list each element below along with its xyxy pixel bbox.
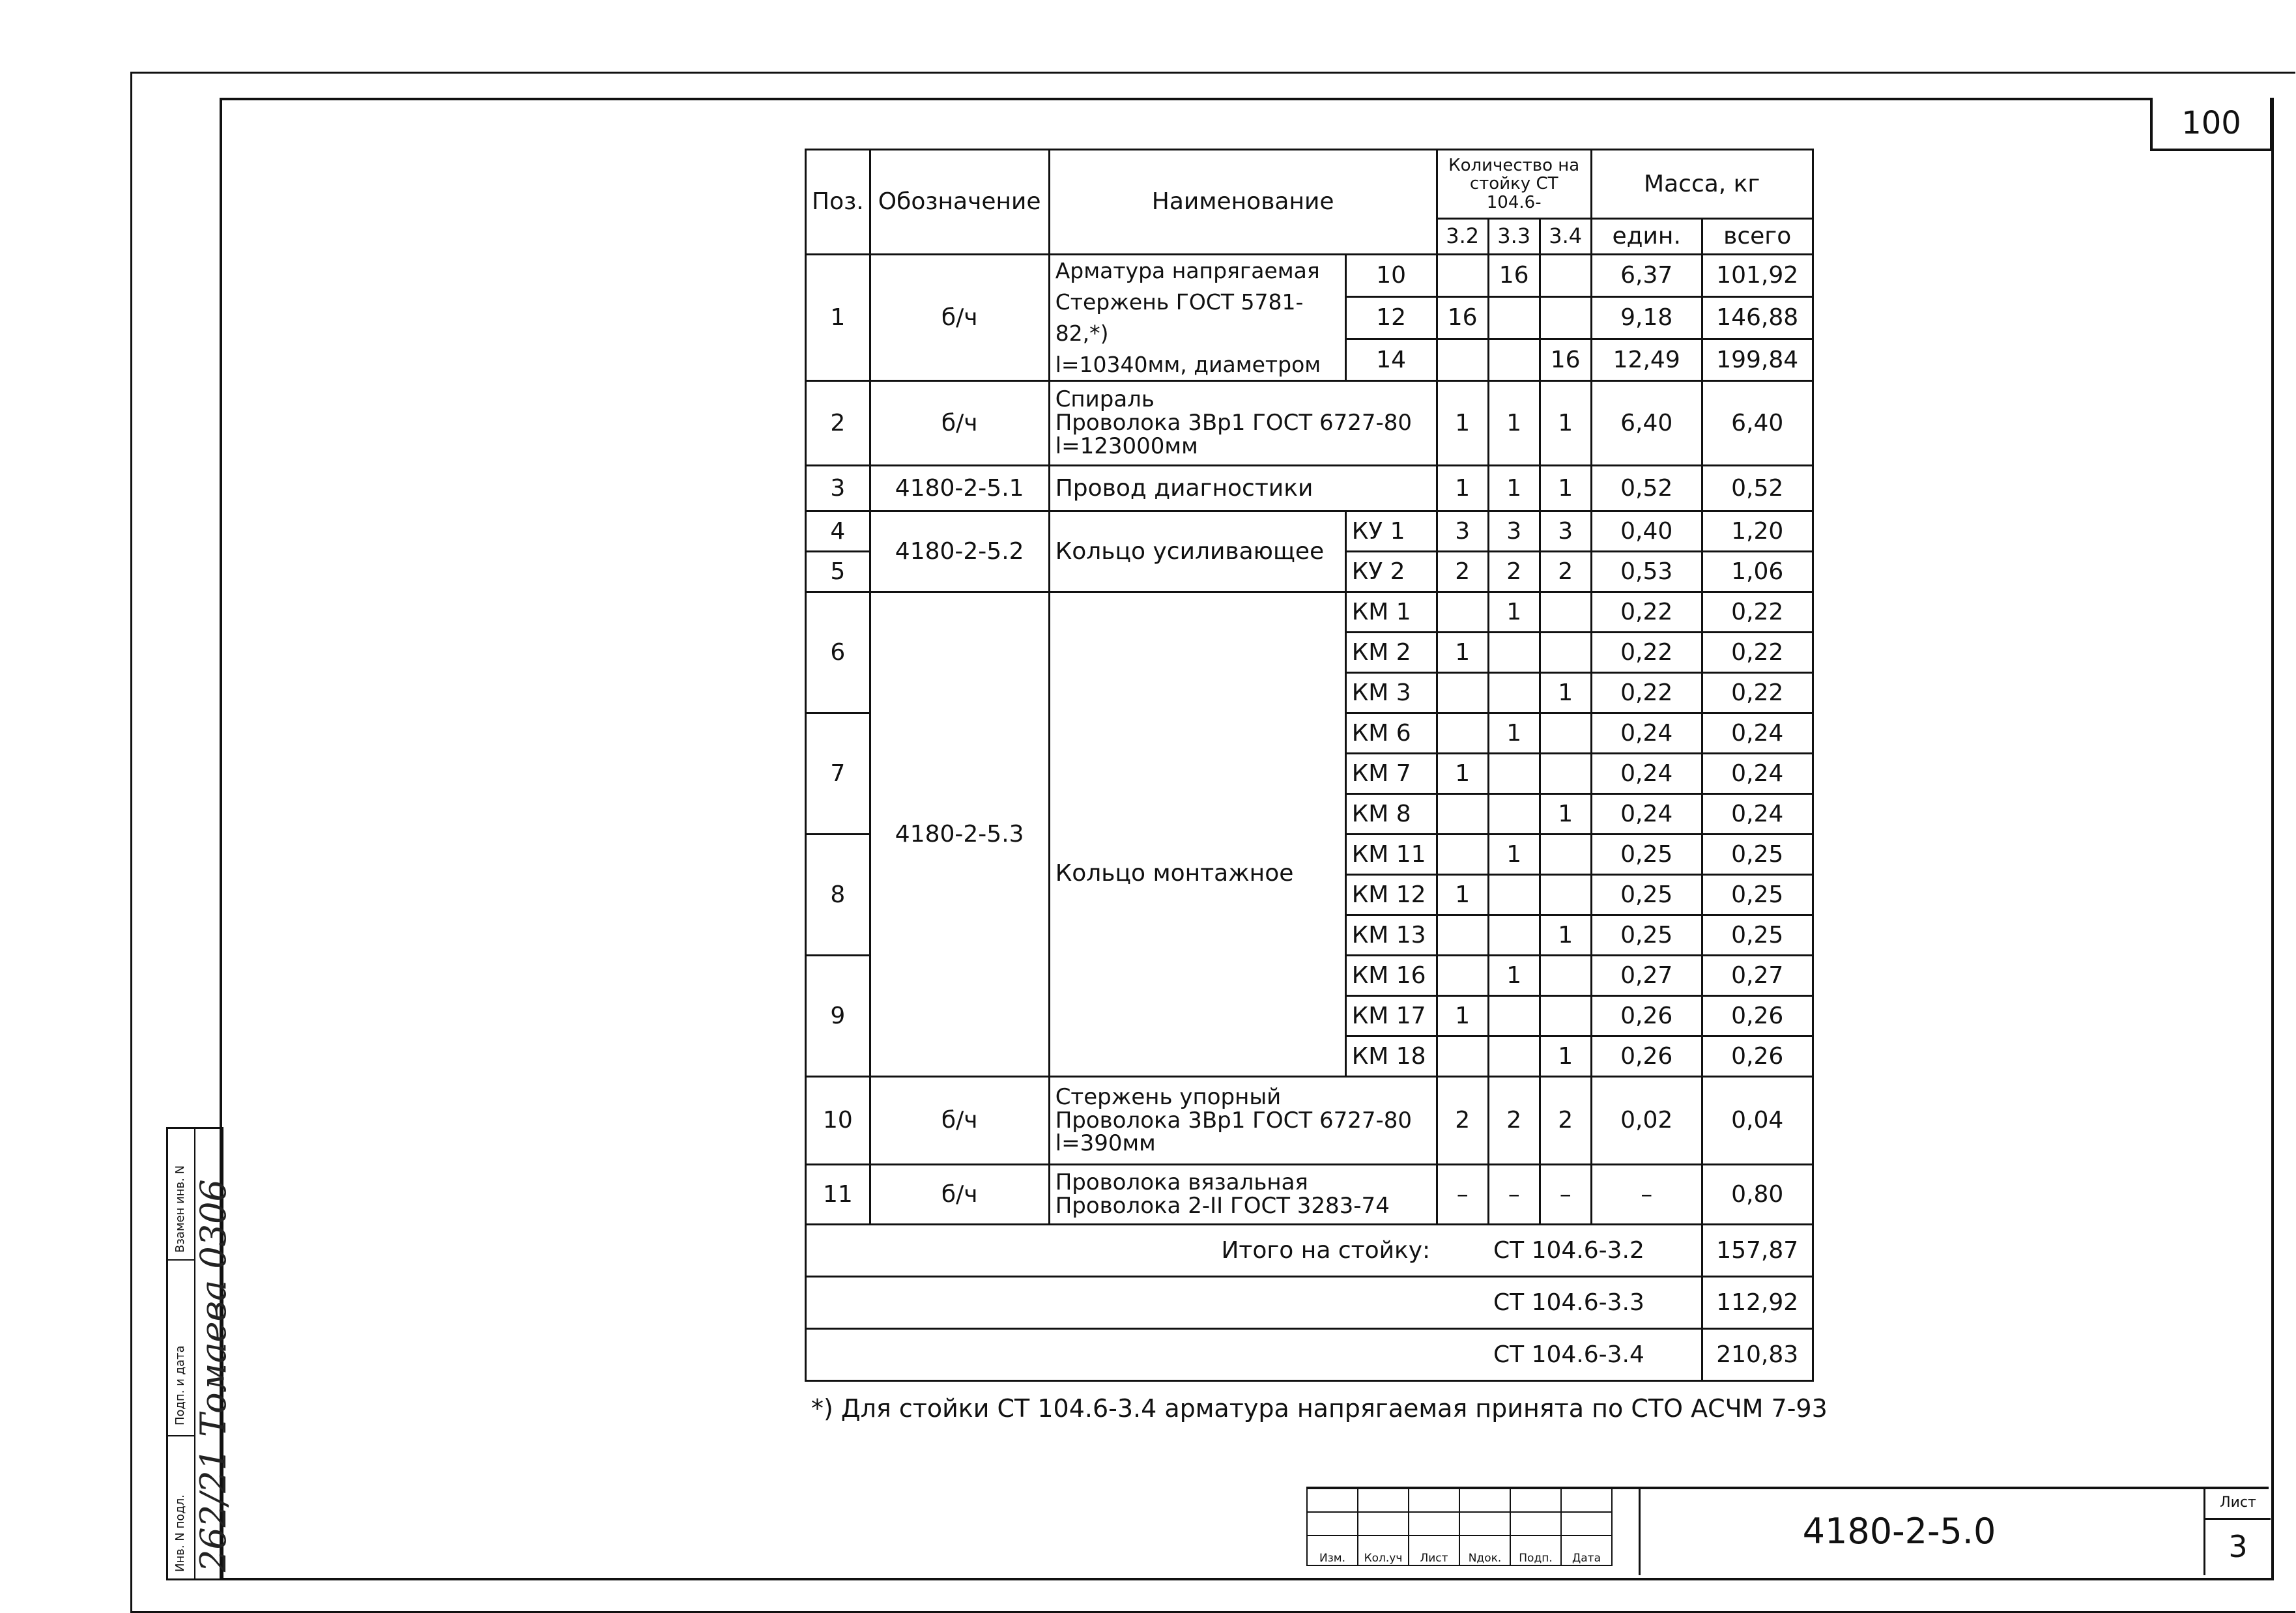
cell-designation: б/ч bbox=[870, 1077, 1049, 1165]
cell-diameter: 12 bbox=[1345, 296, 1437, 339]
cell-diameter: 10 bbox=[1345, 255, 1437, 297]
cell-qty-3-2 bbox=[1437, 794, 1488, 835]
cell-mass-total: 6,40 bbox=[1702, 381, 1813, 466]
stamp-label-date: Дата bbox=[1561, 1535, 1612, 1565]
stamp-label-sign: Подп. bbox=[1510, 1535, 1561, 1565]
cell-qty-3-3 bbox=[1488, 996, 1540, 1036]
cell-qty-3-3 bbox=[1488, 754, 1540, 794]
cell-mass-total: 0,25 bbox=[1702, 835, 1813, 875]
cell-qty-3-3 bbox=[1488, 339, 1540, 381]
cell-mark: КМ 12 bbox=[1345, 875, 1437, 915]
cell-qty-3-2 bbox=[1437, 592, 1488, 633]
cell-qty-3-3: 1 bbox=[1488, 592, 1540, 633]
cell-mark: КМ 2 bbox=[1345, 633, 1437, 673]
cell-mass-unit: 0,52 bbox=[1591, 466, 1702, 511]
cell-mass-total: 0,04 bbox=[1702, 1077, 1813, 1165]
cell-mass-total: 0,22 bbox=[1702, 633, 1813, 673]
totals-product: СТ 104.6-3.3 bbox=[1437, 1277, 1702, 1329]
cell-mass-unit: 0,25 bbox=[1591, 835, 1702, 875]
header-pos: Поз. bbox=[806, 150, 870, 255]
cell-qty-3-3: – bbox=[1488, 1165, 1540, 1225]
cell-qty-3-2 bbox=[1437, 956, 1488, 996]
cell-name: Кольцо усиливающее bbox=[1049, 511, 1345, 592]
cell-mass-unit: 0,22 bbox=[1591, 673, 1702, 713]
cell-name: Провод диагностики bbox=[1049, 466, 1437, 511]
cell-mass-total: 0,80 bbox=[1702, 1165, 1813, 1225]
cell-qty-3-2: 1 bbox=[1437, 466, 1488, 511]
cell-designation: 4180-2-5.1 bbox=[870, 466, 1049, 511]
cell-pos: 8 bbox=[806, 835, 870, 956]
cell-qty-3-2: 1 bbox=[1437, 996, 1488, 1036]
cell-qty-3-2: 1 bbox=[1437, 381, 1488, 466]
cell-qty-3-3 bbox=[1488, 794, 1540, 835]
cell-qty-3-3 bbox=[1488, 633, 1540, 673]
header-name: Наименование bbox=[1049, 150, 1437, 255]
cell-mass-total: 0,25 bbox=[1702, 875, 1813, 915]
cell-qty-3-2 bbox=[1437, 713, 1488, 754]
cell-mass-total: 0,24 bbox=[1702, 713, 1813, 754]
cell-mark: КМ 18 bbox=[1345, 1036, 1437, 1077]
cell-qty-3-2: 1 bbox=[1437, 633, 1488, 673]
cell-qty-3-4: 1 bbox=[1540, 673, 1591, 713]
sheet-number: 100 bbox=[2150, 98, 2273, 151]
totals-product: СТ 104.6-3.4 bbox=[1437, 1329, 1702, 1381]
cell-mass-total: 0,26 bbox=[1702, 1036, 1813, 1077]
cell-qty-3-3 bbox=[1488, 875, 1540, 915]
cell-name: Арматура напрягаемая Стержень ГОСТ 5781-82,*) l=10340мм, диаметром bbox=[1049, 255, 1345, 381]
cell-qty-3-4 bbox=[1540, 592, 1591, 633]
header-quantity: Количество на стойку СТ 104.6- bbox=[1437, 150, 1591, 219]
cell-mass-total: 0,52 bbox=[1702, 466, 1813, 511]
cell-qty-3-2: 1 bbox=[1437, 875, 1488, 915]
cell-qty-3-2 bbox=[1437, 255, 1488, 297]
cell-qty-3-3 bbox=[1488, 673, 1540, 713]
cell-qty-3-4 bbox=[1540, 875, 1591, 915]
cell-qty-3-4: 1 bbox=[1540, 915, 1591, 956]
strip-handwritten-note: 262/21 Томаева 0306 bbox=[193, 1179, 234, 1572]
cell-qty-3-2: – bbox=[1437, 1165, 1488, 1225]
totals-value: 112,92 bbox=[1702, 1277, 1813, 1329]
stamp-label-count: Кол.уч bbox=[1358, 1535, 1409, 1565]
stamp-label-sheet: Лист bbox=[1409, 1535, 1459, 1565]
cell-mass-unit: 0,24 bbox=[1591, 713, 1702, 754]
document-code: 4180-2-5.0 bbox=[1802, 1510, 1996, 1552]
cell-mass-unit: 12,49 bbox=[1591, 339, 1702, 381]
cell-qty-3-2 bbox=[1437, 339, 1488, 381]
cell-qty-3-3 bbox=[1488, 915, 1540, 956]
cell-qty-3-4 bbox=[1540, 633, 1591, 673]
totals-row bbox=[806, 1277, 1813, 1329]
cell-qty-3-4 bbox=[1540, 255, 1591, 297]
cell-mark: КМ 3 bbox=[1345, 673, 1437, 713]
cell-mass-total: 0,25 bbox=[1702, 915, 1813, 956]
cell-mass-unit: 0,40 bbox=[1591, 511, 1702, 552]
cell-pos: 5 bbox=[806, 552, 870, 592]
cell-qty-3-4 bbox=[1540, 996, 1591, 1036]
cell-mass-unit: 6,37 bbox=[1591, 255, 1702, 297]
cell-mass-total: 1,06 bbox=[1702, 552, 1813, 592]
cell-qty-3-4: 1 bbox=[1540, 794, 1591, 835]
cell-mass-total: 0,22 bbox=[1702, 673, 1813, 713]
cell-mass-total: 0,27 bbox=[1702, 956, 1813, 996]
stamp-sheet-value: 3 bbox=[2228, 1529, 2248, 1564]
cell-mark: КМ 17 bbox=[1345, 996, 1437, 1036]
binding-strip bbox=[166, 1127, 234, 1580]
cell-mass-unit: 0,27 bbox=[1591, 956, 1702, 996]
stamp-sheet-label: Лист bbox=[2205, 1488, 2271, 1520]
cell-mass-unit: 0,26 bbox=[1591, 1036, 1702, 1077]
cell-qty-3-4: 2 bbox=[1540, 1077, 1591, 1165]
cell-qty-3-4: – bbox=[1540, 1165, 1591, 1225]
cell-mass-unit: 6,40 bbox=[1591, 381, 1702, 466]
cell-qty-3-2 bbox=[1437, 915, 1488, 956]
cell-name: Спираль Проволока 3Вр1 ГОСТ 6727-80 l=123000мм bbox=[1049, 381, 1437, 466]
cell-mark: КМ 8 bbox=[1345, 794, 1437, 835]
cell-qty-3-4: 16 bbox=[1540, 339, 1591, 381]
totals-label: Итого на стойку: bbox=[806, 1225, 1437, 1277]
cell-qty-3-3: 1 bbox=[1488, 835, 1540, 875]
cell-qty-3-4 bbox=[1540, 296, 1591, 339]
cell-qty-3-3: 1 bbox=[1488, 713, 1540, 754]
table-header-row bbox=[806, 150, 1813, 219]
cell-mass-unit: 0,02 bbox=[1591, 1077, 1702, 1165]
cell-designation: б/ч bbox=[870, 255, 1049, 381]
cell-mark: КМ 16 bbox=[1345, 956, 1437, 996]
cell-mark: КМ 11 bbox=[1345, 835, 1437, 875]
header-mass: Масса, кг bbox=[1591, 150, 1813, 219]
cell-qty-3-4: 1 bbox=[1540, 466, 1591, 511]
cell-qty-3-2 bbox=[1437, 1036, 1488, 1077]
table-row bbox=[806, 1077, 1813, 1165]
table-row bbox=[806, 592, 1813, 633]
cell-mass-unit: 0,25 bbox=[1591, 915, 1702, 956]
cell-mark: КМ 7 bbox=[1345, 754, 1437, 794]
stamp-label-doc: Nдок. bbox=[1459, 1535, 1510, 1565]
cell-pos: 4 bbox=[806, 511, 870, 552]
table-row bbox=[806, 381, 1813, 466]
totals-value: 157,87 bbox=[1702, 1225, 1813, 1277]
cell-qty-3-2: 3 bbox=[1437, 511, 1488, 552]
stamp-sheet-box bbox=[2203, 1488, 2271, 1575]
cell-qty-3-2: 1 bbox=[1437, 754, 1488, 794]
cell-qty-3-3: 2 bbox=[1488, 552, 1540, 592]
cell-pos: 9 bbox=[806, 956, 870, 1077]
cell-mass-total: 199,84 bbox=[1702, 339, 1813, 381]
cell-qty-3-2 bbox=[1437, 835, 1488, 875]
cell-pos: 2 bbox=[806, 381, 870, 466]
cell-qty-3-3: 3 bbox=[1488, 511, 1540, 552]
cell-qty-3-4 bbox=[1540, 956, 1591, 996]
cell-qty-3-4 bbox=[1540, 713, 1591, 754]
cell-qty-3-4 bbox=[1540, 835, 1591, 875]
header-mass-unit: един. bbox=[1591, 219, 1702, 255]
cell-pos: 7 bbox=[806, 713, 870, 835]
cell-name: Кольцо монтажное bbox=[1049, 592, 1345, 1077]
cell-designation: 4180-2-5.2 bbox=[870, 511, 1049, 592]
cell-qty-3-3 bbox=[1488, 1036, 1540, 1077]
cell-mass-total: 1,20 bbox=[1702, 511, 1813, 552]
cell-pos: 1 bbox=[806, 255, 870, 381]
strip-label-signature: Подп. и дата bbox=[173, 1345, 187, 1425]
cell-pos: 11 bbox=[806, 1165, 870, 1225]
cell-designation: б/ч bbox=[870, 381, 1049, 466]
cell-pos: 10 bbox=[806, 1077, 870, 1165]
table-row bbox=[806, 255, 1813, 297]
cell-designation: 4180-2-5.3 bbox=[870, 592, 1049, 1077]
cell-diameter: 14 bbox=[1345, 339, 1437, 381]
cell-qty-3-4: 1 bbox=[1540, 1036, 1591, 1077]
stamp-revision-grid bbox=[1306, 1488, 1613, 1566]
cell-qty-3-4 bbox=[1540, 754, 1591, 794]
cell-mass-total: 0,24 bbox=[1702, 754, 1813, 794]
cell-qty-3-2: 2 bbox=[1437, 552, 1488, 592]
cell-qty-3-4: 3 bbox=[1540, 511, 1591, 552]
cell-mass-unit: 0,24 bbox=[1591, 754, 1702, 794]
cell-name: Стержень упорный Проволока 3Вр1 ГОСТ 6727-80 l=390мм bbox=[1049, 1077, 1437, 1165]
cell-designation: б/ч bbox=[870, 1165, 1049, 1225]
cell-mass-total: 0,24 bbox=[1702, 794, 1813, 835]
cell-qty-3-3: 2 bbox=[1488, 1077, 1540, 1165]
header-mass-total: всего bbox=[1702, 219, 1813, 255]
cell-mass-unit: – bbox=[1591, 1165, 1702, 1225]
cell-pos: 3 bbox=[806, 466, 870, 511]
header-qty-3-2: 3.2 bbox=[1437, 219, 1488, 255]
cell-mark: КМ 13 bbox=[1345, 915, 1437, 956]
cell-qty-3-2: 2 bbox=[1437, 1077, 1488, 1165]
cell-mass-unit: 0,26 bbox=[1591, 996, 1702, 1036]
cell-mark: КМ 1 bbox=[1345, 592, 1437, 633]
header-qty-3-3: 3.3 bbox=[1488, 219, 1540, 255]
cell-mark: КМ 6 bbox=[1345, 713, 1437, 754]
cell-mass-unit: 0,25 bbox=[1591, 875, 1702, 915]
cell-pos: 6 bbox=[806, 592, 870, 713]
table-row bbox=[806, 1165, 1813, 1225]
cell-mark: КУ 2 bbox=[1345, 552, 1437, 592]
header-designation: Обозначение bbox=[870, 150, 1049, 255]
table-row bbox=[806, 466, 1813, 511]
footnote: *) Для стойки СТ 104.6-3.4 арматура напрягаемая принята по СТО АСЧМ 7-93 bbox=[811, 1394, 1828, 1423]
totals-row bbox=[806, 1329, 1813, 1381]
cell-mass-total: 101,92 bbox=[1702, 255, 1813, 297]
totals-value: 210,83 bbox=[1702, 1329, 1813, 1381]
totals-product: СТ 104.6-3.2 bbox=[1437, 1225, 1702, 1277]
stamp-label-change: Изм. bbox=[1307, 1535, 1358, 1565]
strip-label-inventory: Инв. N подл. bbox=[173, 1494, 187, 1572]
cell-mass-total: 0,26 bbox=[1702, 996, 1813, 1036]
cell-qty-3-3: 1 bbox=[1488, 466, 1540, 511]
strip-label-replaced: Взамен инв. N bbox=[173, 1165, 187, 1253]
cell-mass-total: 146,88 bbox=[1702, 296, 1813, 339]
cell-mass-unit: 0,24 bbox=[1591, 794, 1702, 835]
specification-table bbox=[805, 149, 1814, 1382]
cell-qty-3-3: 16 bbox=[1488, 255, 1540, 297]
cell-mass-unit: 9,18 bbox=[1591, 296, 1702, 339]
cell-mass-unit: 0,53 bbox=[1591, 552, 1702, 592]
cell-qty-3-3 bbox=[1488, 296, 1540, 339]
cell-qty-3-3: 1 bbox=[1488, 381, 1540, 466]
cell-mass-total: 0,22 bbox=[1702, 592, 1813, 633]
cell-qty-3-2: 16 bbox=[1437, 296, 1488, 339]
cell-mark: КУ 1 bbox=[1345, 511, 1437, 552]
totals-row bbox=[806, 1225, 1813, 1277]
cell-name: Проволока вязальная Проволока 2-II ГОСТ 3283-74 bbox=[1049, 1165, 1437, 1225]
cell-qty-3-4: 2 bbox=[1540, 552, 1591, 592]
cell-mass-unit: 0,22 bbox=[1591, 633, 1702, 673]
cell-mass-unit: 0,22 bbox=[1591, 592, 1702, 633]
cell-qty-3-2 bbox=[1437, 673, 1488, 713]
header-qty-3-4: 3.4 bbox=[1540, 219, 1591, 255]
table-row bbox=[806, 511, 1813, 552]
cell-qty-3-4: 1 bbox=[1540, 381, 1591, 466]
cell-qty-3-3: 1 bbox=[1488, 956, 1540, 996]
